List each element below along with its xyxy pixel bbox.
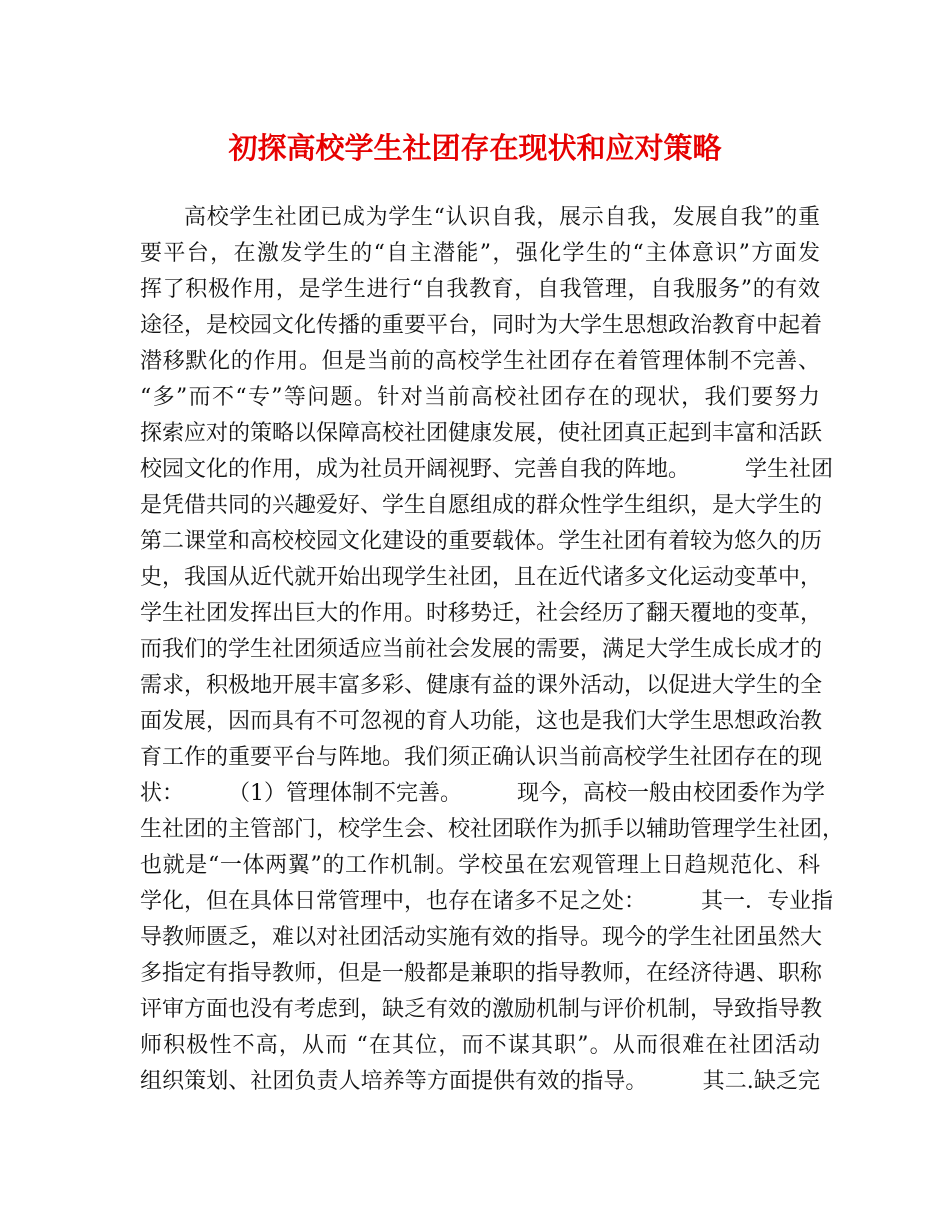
body-line: 师积极性不高，从而 “在其位，而不谋其职”。从而很难在社团活动 bbox=[140, 1033, 820, 1058]
body-line: 育工作的重要平台与阵地。我们须正确认识当前高校学生社团存在的现 bbox=[140, 745, 823, 770]
body-line: 状： （1）管理体制不完善。 现今，高校一般由校团委作为学 bbox=[140, 781, 825, 806]
body-line: 探索应对的策略以保障高校社团健康发展，使社团真正起到丰富和活跃 bbox=[140, 421, 823, 446]
body-line: 史，我国从近代就开始出现学生社团，且在近代诸多文化运动变革中， bbox=[140, 565, 823, 590]
body-line: 潜移默化的作用。但是当前的高校学生社团存在着管理体制不完善、 bbox=[140, 349, 820, 374]
body-line: 学生社团发挥出巨大的作用。时移势迁，社会经历了翻天覆地的变革， bbox=[140, 601, 823, 626]
body-line: 生社团的主管部门，校学生会、校社团联作为抓手以辅助管理学生社团， bbox=[140, 817, 845, 842]
body-line: 组织策划、社团负责人培养等方面提供有效的指导。 其二.缺乏完 bbox=[140, 1069, 820, 1094]
body-line: 需求，积极地开展丰富多彩、健康有益的课外活动，以促进大学生的全 bbox=[140, 673, 823, 698]
body-line: 学化，但在具体日常管理中，也存在诸多不足之处： 其一．专业指 bbox=[140, 889, 834, 914]
body-line: 面发展，因而具有不可忽视的育人功能，这也是我们大学生思想政治教 bbox=[140, 709, 823, 734]
document-title: 初探高校学生社团存在现状和应对策略 bbox=[228, 131, 722, 165]
body-line: 也就是“一体两翼”的工作机制。学校虽在宏观管理上日趋规范化、科 bbox=[140, 853, 820, 878]
body-line: 第二课堂和高校校园文化建设的重要载体。学生社团有着较为悠久的历 bbox=[140, 529, 823, 554]
body-line: 要平台，在激发学生的“自主潜能”，强化学生的“主体意识”方面发 bbox=[140, 241, 820, 266]
body-line: “多”而不“专”等问题。针对当前高校社团存在的现状，我们要努力 bbox=[140, 385, 820, 410]
body-line: 多指定有指导教师，但是一般都是兼职的指导教师，在经济待遇、职称 bbox=[140, 961, 823, 986]
body-line: 途径，是校园文化传播的重要平台，同时为大学生思想政治教育中起着 bbox=[140, 313, 823, 338]
body-line: 校园文化的作用，成为社员开阔视野、完善自我的阵地。 学生社团 bbox=[140, 457, 834, 482]
body-line: 高校学生社团已成为学生“认识自我，展示自我，发展自我”的重 bbox=[184, 205, 820, 230]
body-line: 评审方面也没有考虑到，缺乏有效的激励机制与评价机制，导致指导教 bbox=[140, 997, 823, 1022]
body-line: 是凭借共同的兴趣爱好、学生自愿组成的群众性学生组织，是大学生的 bbox=[140, 493, 823, 518]
body-line: 而我们的学生社团须适应当前社会发展的需要，满足大学生成长成才的 bbox=[140, 637, 823, 662]
body-line: 导教师匮乏，难以对社团活动实施有效的指导。现今的学生社团虽然大 bbox=[140, 925, 823, 950]
body-line: 挥了积极作用，是学生进行“自我教育，自我管理，自我服务”的有效 bbox=[140, 277, 820, 302]
